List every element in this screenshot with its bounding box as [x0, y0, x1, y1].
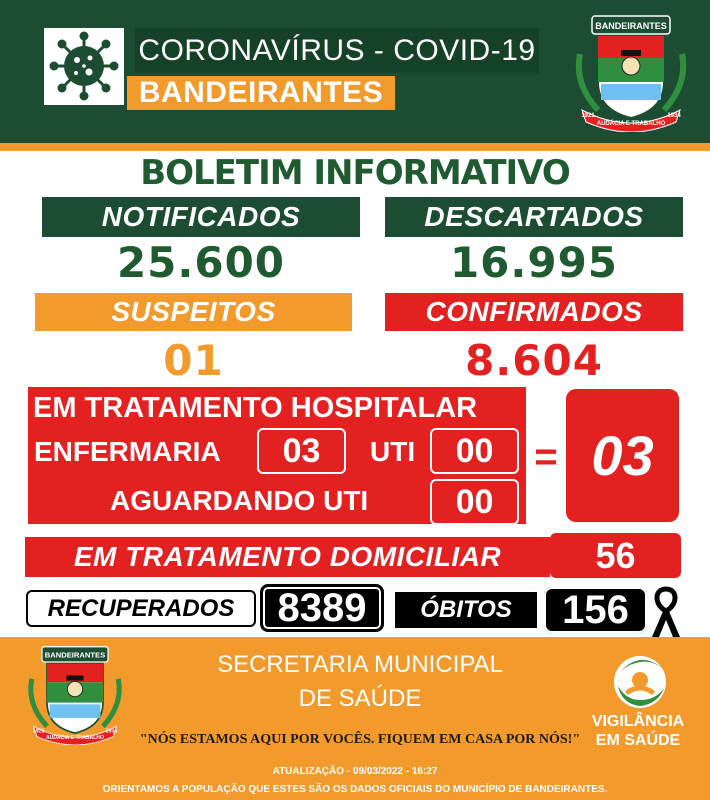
bulletin-title: BOLETIM INFORMATIVO [140, 153, 570, 193]
deaths-value: 156 [544, 587, 647, 633]
vigilancia-line-1: VIGILÂNCIA [591, 713, 685, 730]
footer-coat-of-arms-year-left: 1921 [32, 728, 45, 735]
hospital-title: EM TRATAMENTO HOSPITALAR [33, 392, 478, 424]
ward-label: ENFERMARIA [34, 436, 221, 467]
coat-of-arms-name: BANDEIRANTES [595, 21, 667, 31]
vigilancia-line-2: EM SAÚDE [595, 732, 681, 749]
stay-home-quote: "NÓS ESTAMOS AQUI POR VOCÊS. FIQUEM EM CASA POR NÓS!" [139, 732, 581, 747]
notified-value: 25.600 [116, 238, 286, 287]
department-line-2: DE SAÚDE [298, 685, 422, 712]
official-data-note: ORIENTAMOS A POPULAÇÃO QUE ESTES SÃO OS DADOS OFICIAIS DO MUNICÍPIO DE BANDEIRANTES. [102, 784, 608, 795]
footer-coat-of-arms-motto: AUDÁCIA E TRABALHO [46, 735, 104, 742]
city-banner: BANDEIRANTES [127, 76, 395, 110]
department-line-1: SECRETARIA MUNICIPAL [217, 651, 503, 678]
ward-value: 03 [257, 428, 346, 474]
home-treatment-value: 56 [550, 533, 681, 578]
home-treatment-label: EM TRATAMENTO DOMICILIAR [25, 537, 550, 577]
discarded-value: 16.995 [449, 238, 619, 287]
department-name [180, 648, 540, 716]
vigilancia-text [578, 712, 698, 750]
deaths-label: ÓBITOS [395, 592, 537, 628]
recovered-label: RECUPERADOS [26, 590, 256, 627]
discarded-label: DESCARTADOS [385, 197, 683, 237]
hospital-total-value: 03 [566, 389, 679, 522]
icu-label: UTI [370, 436, 416, 467]
coat-of-arms-year-left: 1921 [581, 113, 595, 119]
coat-of-arms-year-right: 1934 [667, 113, 681, 119]
header-divider [0, 143, 710, 151]
vigilancia-logo [598, 650, 682, 710]
icu-value: 00 [430, 428, 519, 474]
topic-banner: CORONAVÍRUS - COVID-19 [135, 28, 539, 73]
footer-coat-of-arms-name: BANDEIRANTES [44, 650, 106, 660]
coat-of-arms-logo [568, 14, 694, 132]
coat-of-arms-motto: AUDÁCIA E TRABALHO [596, 121, 666, 127]
awaiting-icu-value: 00 [430, 479, 519, 525]
awaiting-icu-label: AGUARDANDO UTI [110, 485, 369, 516]
confirmed-label: CONFIRMADOS [385, 293, 683, 331]
mourning-ribbon-icon [648, 585, 684, 640]
suspected-value: 01 [163, 336, 224, 385]
footer-coat-of-arms-logo [20, 645, 130, 745]
footer-coat-of-arms-year-right: 1934 [105, 728, 118, 735]
confirmed-value: 8.604 [465, 336, 603, 385]
equals-sign: = [534, 435, 558, 479]
update-timestamp: ATUALIZAÇÃO - 09/03/2022 - 16:27 [272, 766, 438, 777]
suspected-label: SUSPEITOS [35, 293, 352, 331]
virus-icon [44, 28, 124, 105]
recovered-value: 8389 [260, 584, 384, 632]
notified-label: NOTIFICADOS [42, 197, 360, 237]
